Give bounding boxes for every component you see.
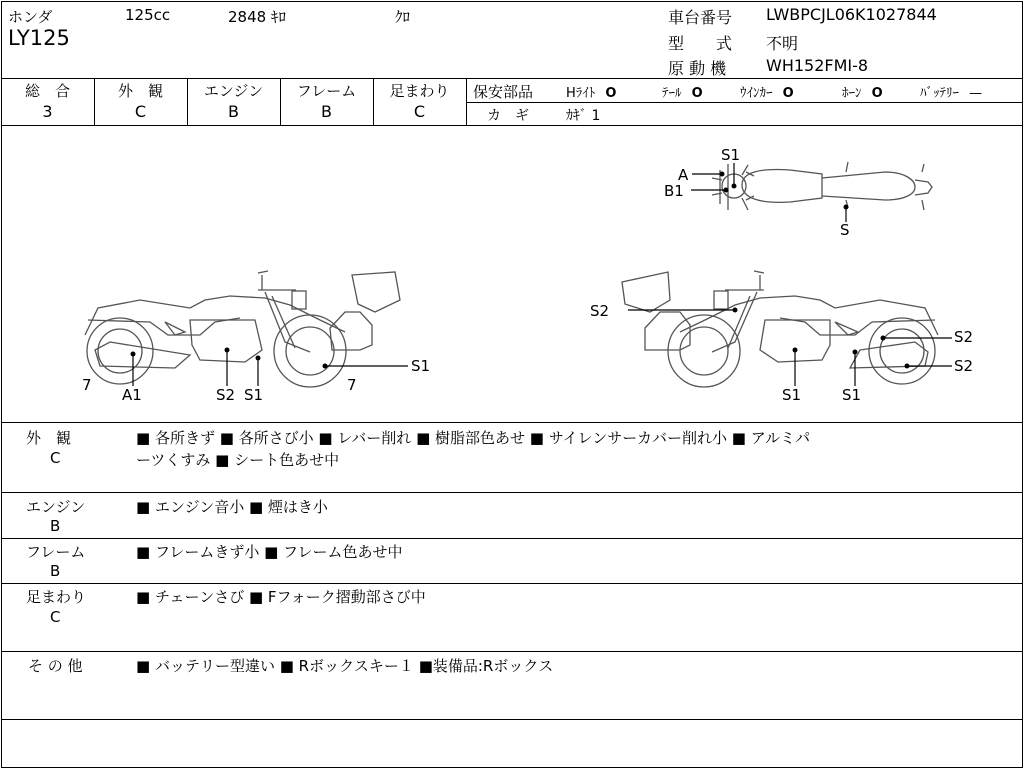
divider <box>1 422 1022 423</box>
section-engine-remarks: ■ エンジン音小 ■ 煙はき小 <box>136 498 328 516</box>
divider <box>1 492 1022 493</box>
safety-winker <box>740 82 794 101</box>
safety-parts-label: 保安部品 <box>473 83 534 101</box>
type-label: 型 式 <box>668 34 733 53</box>
grade-exterior-value: C <box>134 102 147 121</box>
label-a1: A1 <box>122 386 142 404</box>
label-s1-top: S1 <box>721 146 741 164</box>
section-other-label: そ の 他 <box>28 657 83 675</box>
color: ｸﾛ <box>395 8 411 26</box>
safety-winker-mark: O <box>782 86 794 101</box>
section-engine-grade: B <box>50 517 61 535</box>
safety-tail-name: ﾃｰﾙ <box>662 86 682 101</box>
divider <box>1 651 1022 652</box>
grade-engine-value: B <box>228 102 239 121</box>
motorcycle-left-view <box>85 271 400 387</box>
safety-battery-mark: — <box>969 86 983 101</box>
displacement: 125cc <box>125 6 171 24</box>
damage-diagram <box>0 126 1022 422</box>
label-b1-top: B1 <box>664 182 684 200</box>
section-frame-label: フレーム <box>26 543 86 561</box>
section-suspension-label: 足まわり <box>26 588 87 606</box>
divider <box>466 78 467 125</box>
safety-horn <box>842 82 883 101</box>
label-s2-right-a: S2 <box>954 328 974 346</box>
divider <box>1 538 1022 539</box>
motorcycle-top-view <box>712 162 932 210</box>
label-a-top: A <box>678 166 689 184</box>
divider <box>1 583 1022 584</box>
label-s2-right-b: S2 <box>954 357 974 375</box>
divider <box>466 102 1022 103</box>
key-label: カ ギ <box>487 108 529 124</box>
section-exterior-remarks-1: ■ 各所きず ■ 各所さび小 ■ レバー削れ ■ 樹脂部色あせ ■ サイレンサーカバー削れ小 ■ アルミパ <box>136 429 811 447</box>
label-s2-left: S2 <box>216 386 236 404</box>
chassis-label: 車台番号 <box>668 8 733 27</box>
divider <box>1 78 1022 79</box>
label-7-right: 7 <box>347 376 357 394</box>
grade-suspension-label: 足まわり <box>389 82 450 100</box>
mileage: 2848 ｷﾛ <box>228 8 286 26</box>
label-7-left: 7 <box>82 376 92 394</box>
label-s-top: S <box>840 221 850 239</box>
grade-exterior-label: 外 観 <box>117 82 163 100</box>
grade-engine-label: エンジン <box>203 82 264 100</box>
label-s1-left-a: S1 <box>244 386 264 404</box>
label-s1-right-a: S1 <box>782 386 802 404</box>
section-exterior-grade: C <box>50 449 61 467</box>
type-value: 不明 <box>766 34 799 53</box>
maker: ホンダ <box>8 8 53 26</box>
grade-total-label: 総 合 <box>24 82 70 100</box>
motorcycle-right-view <box>622 271 938 387</box>
label-s2-rear: S2 <box>590 302 610 320</box>
label-s1-left-b: S1 <box>411 357 431 375</box>
key-value: ｶｷﾞ 1 <box>566 108 601 124</box>
grade-total-value: 3 <box>42 102 53 121</box>
grade-frame-value: B <box>321 102 332 121</box>
safety-headlight-mark: O <box>605 86 617 101</box>
safety-winker-name: ｳｲﾝｶｰ <box>740 86 773 101</box>
divider <box>1 719 1022 720</box>
section-suspension-remarks: ■ チェーンさび ■ Fフォーク摺動部さび中 <box>136 588 426 606</box>
safety-headlight <box>566 82 616 101</box>
safety-tail <box>662 82 703 101</box>
safety-battery <box>920 82 982 101</box>
label-s1-right-b: S1 <box>842 386 862 404</box>
grade-frame-label: フレーム <box>296 82 357 100</box>
section-exterior-remarks-2: ーツくすみ ■ シート色あせ中 <box>136 451 340 469</box>
section-other-remarks: ■ バッテリー型違い ■ Rボックスキー１ ■装備品:Rボックス <box>136 657 554 675</box>
section-suspension-grade: C <box>50 608 61 626</box>
model-name: LY125 <box>8 26 70 50</box>
safety-horn-name: ﾎｰﾝ <box>842 86 862 101</box>
grade-suspension-value: C <box>413 102 426 121</box>
section-engine-label: エンジン <box>26 498 86 516</box>
safety-horn-mark: O <box>871 86 883 101</box>
section-frame-grade: B <box>50 562 61 580</box>
safety-headlight-name: Hﾗｲﾄ <box>566 86 596 101</box>
chassis-value: LWBPCJL06K1027844 <box>766 5 937 24</box>
engine-model-label: 原 動 機 <box>668 59 727 78</box>
section-frame-remarks: ■ フレームきず小 ■ フレーム色あせ中 <box>136 543 403 561</box>
engine-model-value: WH152FMI-8 <box>766 56 869 75</box>
safety-battery-name: ﾊﾞｯﾃﾘｰ <box>920 86 959 101</box>
safety-tail-mark: O <box>691 86 703 101</box>
section-exterior-label: 外 観 <box>26 429 72 447</box>
